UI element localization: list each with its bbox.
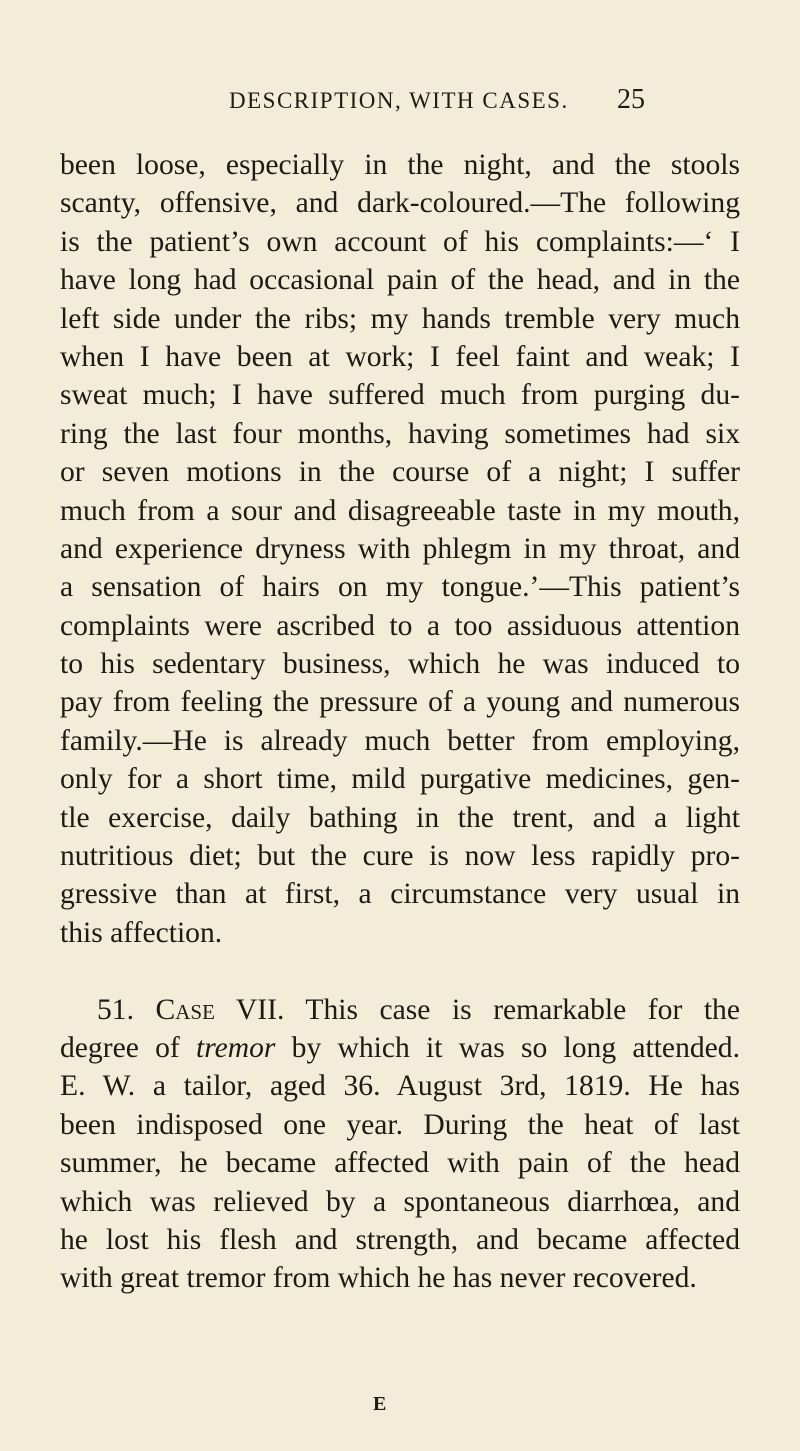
page-number: 25 [617,84,645,115]
case-vii-first-line [60,991,740,1029]
text-line: complaints were ascribed to a too assiduous attention [60,609,740,642]
emphasis-tremor: tremor [195,1031,276,1064]
text-line: only for a short time, mild purgative medicines, gen- [60,763,740,796]
text-line: left side under the ribs; my hands tremble very much [60,302,740,335]
text-line: pay from feeling the pressure of a young and numerous [60,686,740,719]
page-header [0,82,800,122]
text-line: family.—He is already much better from employing, [60,724,740,757]
paragraph-case-vii [60,991,740,1298]
text-line: a sensation of hairs on my tongue.’—This patient’s [60,571,740,604]
text-line: when I have been at work; I feel faint and weak; I [60,340,740,373]
text-line: tle exercise, daily bathing in the trent, and a light [60,801,740,834]
case-label: Case VII. [155,993,285,1026]
text-line: sweat much; I have suffered much from purging du- [60,379,740,412]
text-line: nutritious diet; but the cure is now less rapidly pro- [60,840,740,873]
text-line: been indisposed one year. During the heat of last [60,1108,740,1141]
signature-mark: E [373,1393,387,1415]
text-line: been loose, especially in the night, and the stools [60,149,740,181]
text-line: E. W. a tailor, aged 36. August 3rd, 1819. He has [60,1070,740,1103]
text-line: which was relieved by a spontaneous diarrhœa, and [60,1185,740,1218]
text-line: summer, he became affected with pain of the head [60,1147,740,1180]
text-line: ring the last four months, having sometimes had six [60,417,740,450]
paragraph-1 [60,146,740,952]
paragraph-gap [60,952,740,990]
text-line: This case is remarkable for the [305,993,740,1026]
case-vii-lines [60,1067,740,1297]
text-line: or seven motions in the course of a night; I suffer [60,456,740,489]
case-vii-second-line [60,1029,740,1067]
text-line: degree of [60,1031,180,1064]
text-line: scanty, offensive, and dark-coloured.—The following [60,187,740,220]
section-number: 51. [97,993,134,1026]
text-line: have long had occasional pain of the head, and in the [60,264,740,297]
text-line: with great tremor from which he has never recovered. [60,1262,697,1295]
running-head: DESCRIPTION, WITH CASES. [229,88,569,113]
text-line: much from a sour and disagreeable taste in my mouth, [60,494,740,527]
text-line: this affection. [60,916,223,949]
page-body [60,146,740,1298]
text-line: gressive than at first, a circumstance very usual in [60,878,740,911]
text-line: is the patient’s own account of his complaints:—‘ I [60,225,740,258]
text-line: and experience dryness with phlegm in my throat, and [60,532,740,565]
text-line: by which it was so long attended. [291,1031,740,1064]
text-line: to his sedentary business, which he was induced to [60,648,740,681]
text-line: he lost his flesh and strength, and became affected [60,1223,740,1256]
